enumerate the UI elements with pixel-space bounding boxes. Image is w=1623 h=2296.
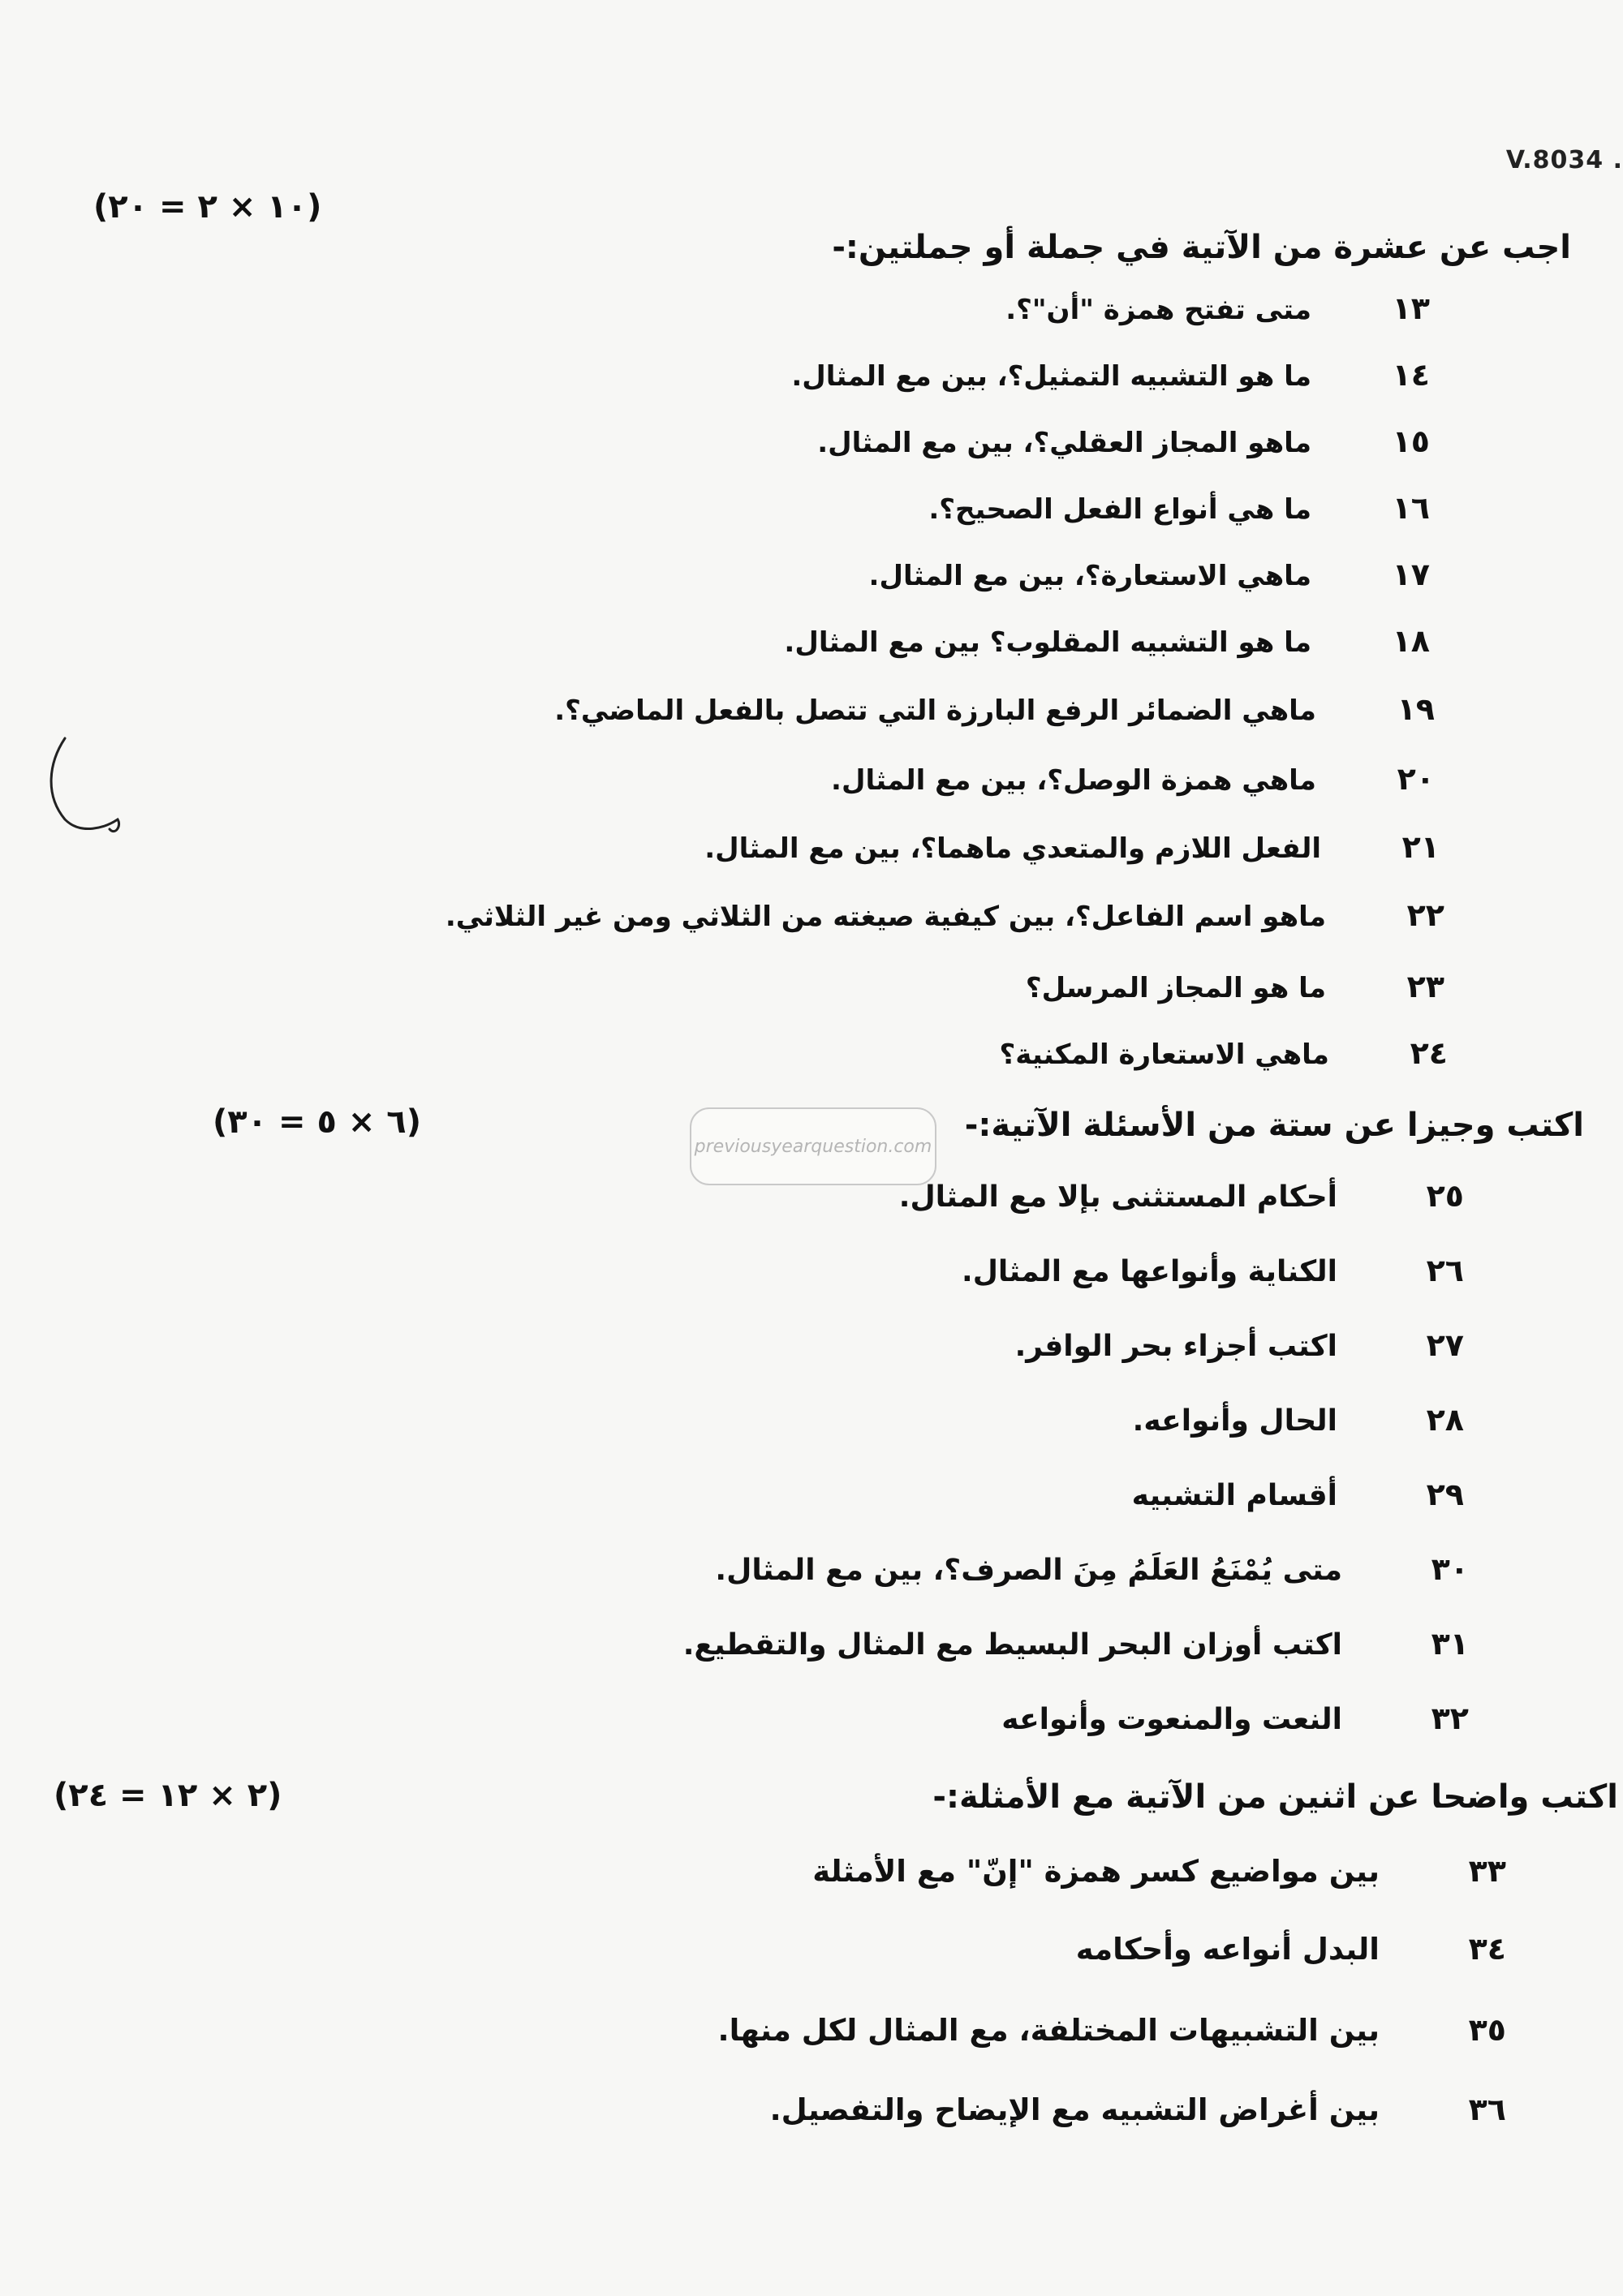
- question-16: [928, 490, 1430, 526]
- question-text: ما هو التشبيه التمثيل؟، بين مع المثال.: [791, 360, 1311, 393]
- question-number: ٢٦: [1426, 1253, 1464, 1288]
- section-1-marks: (١٠ × ٢ = ٢٠): [93, 188, 322, 226]
- question-number: ٣٣: [1468, 1853, 1506, 1889]
- question-number: ٣١: [1431, 1626, 1469, 1662]
- question-number: ١٦: [1392, 490, 1430, 526]
- question-text: ماهي همزة الوصل؟، بين مع المثال.: [831, 764, 1316, 797]
- question-number: ٢١: [1401, 829, 1440, 865]
- question-25: [899, 1178, 1464, 1214]
- question-14: [791, 357, 1430, 393]
- question-32: [1001, 1701, 1469, 1736]
- question-text: ما هي أنواع الفعل الصحيح؟.: [928, 493, 1311, 526]
- watermark: previousyearquestion.com: [690, 1107, 936, 1185]
- question-number: ٣٢: [1431, 1701, 1469, 1736]
- question-text: أحكام المستثنى بإلا مع المثال.: [898, 1180, 1337, 1214]
- question-number: ١٤: [1392, 357, 1430, 393]
- question-number: ٣٠: [1431, 1551, 1469, 1587]
- question-33: [812, 1853, 1506, 1889]
- question-27: [1015, 1327, 1464, 1363]
- question-number: ٢٨: [1426, 1402, 1464, 1438]
- question-text: متى تفتح همزة "أن"؟.: [1005, 294, 1311, 326]
- question-35: [718, 2012, 1506, 2048]
- question-19: [554, 691, 1435, 727]
- question-number: ٣٥: [1468, 2012, 1506, 2048]
- question-36: [770, 2092, 1506, 2127]
- section-2-heading: اكتب وجيزا عن ستة من الأسئلة الآتية:-: [964, 1107, 1584, 1144]
- question-30: [715, 1551, 1469, 1587]
- question-29: [1132, 1477, 1464, 1512]
- question-23: [1026, 969, 1444, 1004]
- question-text: ماهي الاستعارة؟، بين مع المثال.: [868, 560, 1311, 592]
- question-text: ماهي الضمائر الرفع البارزة التي تتصل بالفعل الماضي؟.: [554, 694, 1316, 727]
- question-number: ٣٤: [1468, 1931, 1506, 1967]
- question-20: [831, 761, 1435, 797]
- question-15: [817, 424, 1430, 459]
- question-number: ١٩: [1397, 691, 1435, 727]
- section-2-marks: (٦ × ٥ = ٣٠): [213, 1103, 421, 1141]
- question-28: [1133, 1402, 1464, 1438]
- question-text: أقسام التشبيه: [1131, 1479, 1337, 1512]
- question-text: اكتب أوزان البحر البسيط مع المثال والتقطيع.: [682, 1628, 1342, 1662]
- question-number: ١٣: [1392, 290, 1430, 326]
- question-24: [1000, 1035, 1448, 1071]
- question-text: ماهي الاستعارة المكنية؟: [999, 1038, 1329, 1071]
- question-text: ماهو المجاز العقلي؟، بين مع المثال.: [817, 427, 1311, 459]
- question-number: ٢٥: [1426, 1178, 1464, 1214]
- question-18: [784, 623, 1430, 659]
- section-3-heading: اكتب واضحا عن اثنين من الآتية مع الأمثلة:-: [932, 1778, 1618, 1816]
- question-13: [1005, 290, 1430, 326]
- question-number: ٢٧: [1426, 1327, 1464, 1363]
- question-31: [683, 1626, 1469, 1662]
- question-text: اكتب أجزاء بحر الوافر.: [1014, 1330, 1337, 1363]
- question-number: ٣٦: [1468, 2092, 1506, 2127]
- question-text: بين أغراض التشبيه مع الإيضاح والتفصيل.: [769, 2092, 1380, 2127]
- question-number: ٢٤: [1410, 1035, 1448, 1071]
- question-34: [1076, 1931, 1506, 1967]
- question-26: [962, 1253, 1464, 1288]
- question-17: [869, 557, 1430, 592]
- paper-code: V.8034 .: [1505, 146, 1623, 174]
- question-number: ٢٠: [1397, 761, 1435, 797]
- question-text: بين مواضيع كسر همزة "إنّ" مع الأمثلة: [812, 1854, 1380, 1889]
- pen-mark: [41, 730, 138, 860]
- question-22: [446, 897, 1444, 933]
- section-1-heading: اجب عن عشرة من الآتية في جملة أو جملتين:-: [832, 229, 1571, 266]
- question-text: النعت والمنعوت وأنواعه: [1001, 1703, 1342, 1736]
- question-text: الفعل اللازم والمتعدي ماهما؟، بين مع المثال.: [704, 832, 1321, 865]
- question-number: ١٧: [1392, 557, 1430, 592]
- question-number: ١٥: [1392, 424, 1430, 459]
- question-text: الحال وأنواعه.: [1132, 1404, 1337, 1438]
- section-3-marks: (٢ × ١٢ = ٢٤): [54, 1777, 282, 1814]
- question-21: [704, 829, 1440, 865]
- question-number: ٢٩: [1426, 1477, 1464, 1512]
- question-text: متى يُمْنَعُ العَلَمُ مِنَ الصرف؟، بين مع المثال.: [715, 1554, 1342, 1587]
- question-text: البدل أنواعه وأحكامه: [1075, 1932, 1380, 1967]
- question-number: ٢٣: [1406, 969, 1444, 1004]
- question-number: ٢٢: [1406, 897, 1444, 933]
- question-number: ١٨: [1392, 623, 1430, 659]
- question-text: ما هو المجاز المرسل؟: [1025, 972, 1326, 1004]
- question-text: ما هو التشبيه المقلوب؟ بين مع المثال.: [784, 626, 1311, 659]
- question-text: الكناية وأنواعها مع المثال.: [962, 1255, 1337, 1288]
- question-text: ماهو اسم الفاعل؟، بين كيفية صيغته من الثلاثي ومن غير الثلاثي.: [445, 901, 1326, 933]
- question-text: بين التشبيهات المختلفة، مع المثال لكل منها.: [717, 2013, 1380, 2048]
